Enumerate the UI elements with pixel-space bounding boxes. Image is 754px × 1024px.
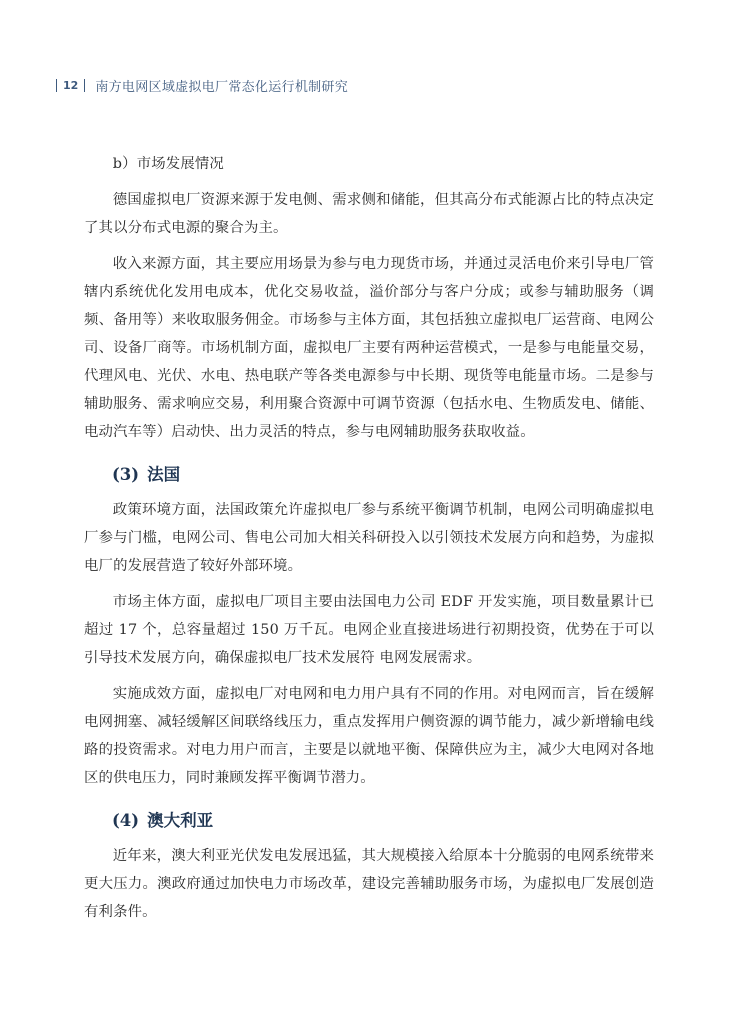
section-number: (4) xyxy=(112,811,140,830)
paragraph: 实施成效方面，虚拟电厂对电网和电力用户具有不同的作用。对电网而言，旨在缓解电网拥塞、减轻缓解区间联络线压力，重点发挥用户侧资源的调节能力，减少新增输电线路的投资需求。对电力用户而言，主要是以就地平衡、保障供应为主，减少大电网对各地区的供电压力，同时兼顾发挥平衡调节潜力。 xyxy=(84,686,654,786)
section-number: (3) xyxy=(112,465,140,484)
running-header xyxy=(56,76,348,94)
header-divider xyxy=(56,79,57,92)
page-number: 12 xyxy=(63,78,79,92)
header-divider xyxy=(84,79,85,92)
section-title: 法国 xyxy=(147,465,181,484)
paragraph: 市场主体方面，虚拟电厂项目主要由法国电力公司 EDF 开发实施，项目数量累计已超过 17 个，总容量超过 150 万千瓦。电网企业直接进场进行初期投资，优势在于可以引导技术发展方向，确保虚拟电厂技术发展符 电网发展需求。 xyxy=(84,594,654,666)
section-heading-france xyxy=(84,460,654,490)
subsection-title: b）市场发展情况 xyxy=(112,156,224,172)
section-heading-australia xyxy=(84,806,654,836)
paragraph: 德国虚拟电厂资源来源于发电侧、需求侧和储能，但其高分布式能源占比的特点决定了其以分布式电源的聚合为主。 xyxy=(84,192,654,236)
paragraph: 政策环境方面，法国政策允许虚拟电厂参与系统平衡调节机制，电网公司明确虚拟电厂参与门槛，电网公司、售电公司加大相关科研投入以引领技术发展方向和趋势，为虚拟电厂的发展营造了较好外部环境。 xyxy=(84,502,654,574)
paragraph: 近年来，澳大利亚光伏发电发展迅猛，其大规模接入给原本十分脆弱的电网系统带来更大压力。澳政府通过加快电力市场改革，建设完善辅助服务市场，为虚拟电厂发展创造有利条件。 xyxy=(84,848,654,920)
section-title: 澳大利亚 xyxy=(147,811,214,830)
running-title: 南方电网区域虚拟电厂常态化运行机制研究 xyxy=(95,79,349,95)
paragraph: 收入来源方面，其主要应用场景为参与电力现货市场，并通过灵活电价来引导电厂管辖内系统优化发用电成本，优化交易收益，溢价部分与客户分成；或参与辅助服务（调频、备用等）来收取服务佣金。市场参与主体方面，其包括独立虚拟电厂运营商、电网公司、设备厂商等。市场机制方面，虚拟电厂主要有两种运营模式，一是参与电能量交易，代理风电、光伏、水电、热电联产等各类电源参与中长期、现货等电能量市场。二是参与辅助服务、需求响应交易，利用聚合资源中可调节资源（包括水电、生物质发电、储能、电动汽车等）启动快、出力灵活的特点，参与电网辅助服务获取收益。 xyxy=(84,256,654,440)
page-body xyxy=(84,150,654,926)
